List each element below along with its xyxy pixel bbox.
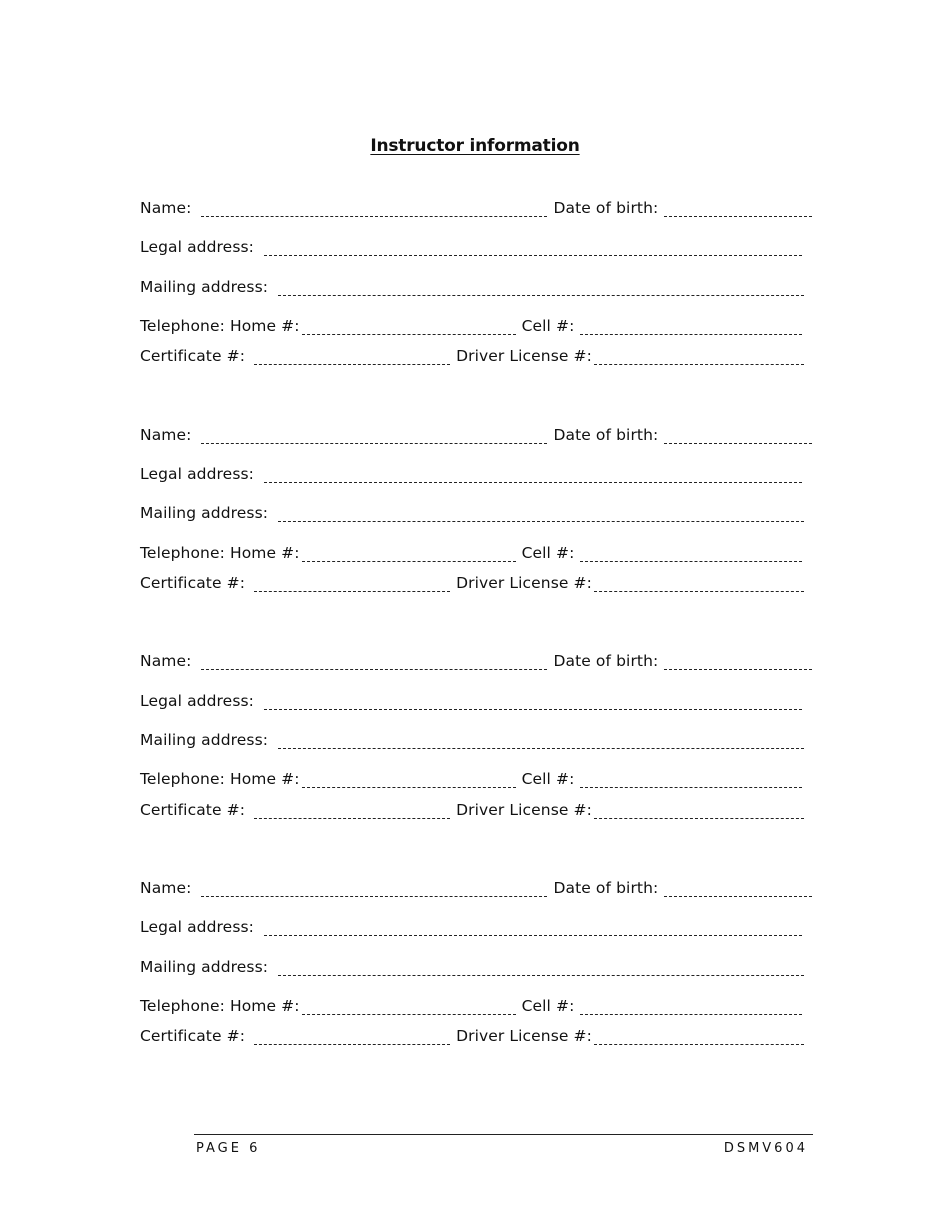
driver-license-label: Driver License #:: [456, 347, 592, 365]
form-id: DSMV604: [723, 1141, 808, 1156]
driver-license-field[interactable]: [594, 364, 804, 365]
name-row: [140, 877, 812, 899]
name-row: [140, 650, 812, 672]
certificate-field[interactable]: [254, 818, 450, 819]
legal-address-field[interactable]: [264, 935, 802, 936]
driver-license-field[interactable]: [594, 818, 804, 819]
cell-field[interactable]: [580, 561, 802, 562]
telephone-home-label: Telephone: Home #:: [140, 770, 300, 788]
dob-label: Date of birth:: [553, 426, 659, 444]
cell-label: Cell #:: [521, 997, 575, 1015]
cell-label: Cell #:: [521, 770, 575, 788]
dob-field[interactable]: [664, 669, 812, 670]
dob-field[interactable]: [664, 896, 812, 897]
dob-field[interactable]: [664, 216, 812, 217]
certificate-label: Certificate #:: [140, 347, 246, 365]
telephone-row: [140, 315, 812, 337]
home-phone-field[interactable]: [302, 561, 516, 562]
name-field[interactable]: [201, 896, 547, 897]
name-row: [140, 424, 812, 446]
legal-address-label: Legal address:: [140, 692, 254, 710]
driver-license-label: Driver License #:: [456, 574, 592, 592]
legal-address-row: [140, 690, 812, 712]
telephone-row: [140, 542, 812, 564]
telephone-home-label: Telephone: Home #:: [140, 544, 300, 562]
name-label: Name:: [140, 426, 192, 444]
mailing-address-label: Mailing address:: [140, 958, 269, 976]
mailing-address-field[interactable]: [278, 748, 804, 749]
name-label: Name:: [140, 879, 192, 897]
home-phone-field[interactable]: [302, 334, 516, 335]
cell-label: Cell #:: [521, 544, 575, 562]
legal-address-row: [140, 236, 812, 258]
mailing-address-row: [140, 956, 812, 978]
mailing-address-label: Mailing address:: [140, 504, 269, 522]
legal-address-field[interactable]: [264, 255, 802, 256]
cell-field[interactable]: [580, 787, 802, 788]
telephone-home-label: Telephone: Home #:: [140, 997, 300, 1015]
mailing-address-field[interactable]: [278, 521, 804, 522]
mailing-address-row: [140, 502, 812, 524]
certificate-label: Certificate #:: [140, 801, 246, 819]
driver-license-label: Driver License #:: [456, 1027, 592, 1045]
page-number: PAGE 6: [196, 1141, 261, 1156]
name-field[interactable]: [201, 443, 547, 444]
cell-field[interactable]: [580, 334, 802, 335]
dob-label: Date of birth:: [553, 879, 659, 897]
name-label: Name:: [140, 652, 192, 670]
legal-address-label: Legal address:: [140, 918, 254, 936]
name-row: [140, 197, 812, 219]
certificate-field[interactable]: [254, 364, 450, 365]
name-label: Name:: [140, 199, 192, 217]
page-title: Instructor information: [370, 136, 580, 156]
mailing-address-row: [140, 729, 812, 751]
driver-license-field[interactable]: [594, 591, 804, 592]
dob-label: Date of birth:: [553, 652, 659, 670]
driver-license-label: Driver License #:: [456, 801, 592, 819]
mailing-address-field[interactable]: [278, 975, 804, 976]
cell-label: Cell #:: [521, 317, 575, 335]
footer-divider: [194, 1134, 813, 1135]
telephone-row: [140, 995, 812, 1017]
telephone-row: [140, 768, 812, 790]
certificate-label: Certificate #:: [140, 1027, 246, 1045]
dob-label: Date of birth:: [553, 199, 659, 217]
certificate-row: [140, 345, 812, 367]
mailing-address-row: [140, 276, 812, 298]
legal-address-label: Legal address:: [140, 465, 254, 483]
cell-field[interactable]: [580, 1014, 802, 1015]
mailing-address-label: Mailing address:: [140, 278, 269, 296]
legal-address-field[interactable]: [264, 709, 802, 710]
telephone-home-label: Telephone: Home #:: [140, 317, 300, 335]
dob-field[interactable]: [664, 443, 812, 444]
certificate-field[interactable]: [254, 1044, 450, 1045]
mailing-address-label: Mailing address:: [140, 731, 269, 749]
home-phone-field[interactable]: [302, 1014, 516, 1015]
driver-license-field[interactable]: [594, 1044, 804, 1045]
legal-address-row: [140, 463, 812, 485]
certificate-label: Certificate #:: [140, 574, 246, 592]
certificate-row: [140, 1025, 812, 1047]
name-field[interactable]: [201, 669, 547, 670]
legal-address-field[interactable]: [264, 482, 802, 483]
home-phone-field[interactable]: [302, 787, 516, 788]
certificate-row: [140, 799, 812, 821]
name-field[interactable]: [201, 216, 547, 217]
mailing-address-field[interactable]: [278, 295, 804, 296]
certificate-field[interactable]: [254, 591, 450, 592]
legal-address-label: Legal address:: [140, 238, 254, 256]
certificate-row: [140, 572, 812, 594]
legal-address-row: [140, 916, 812, 938]
